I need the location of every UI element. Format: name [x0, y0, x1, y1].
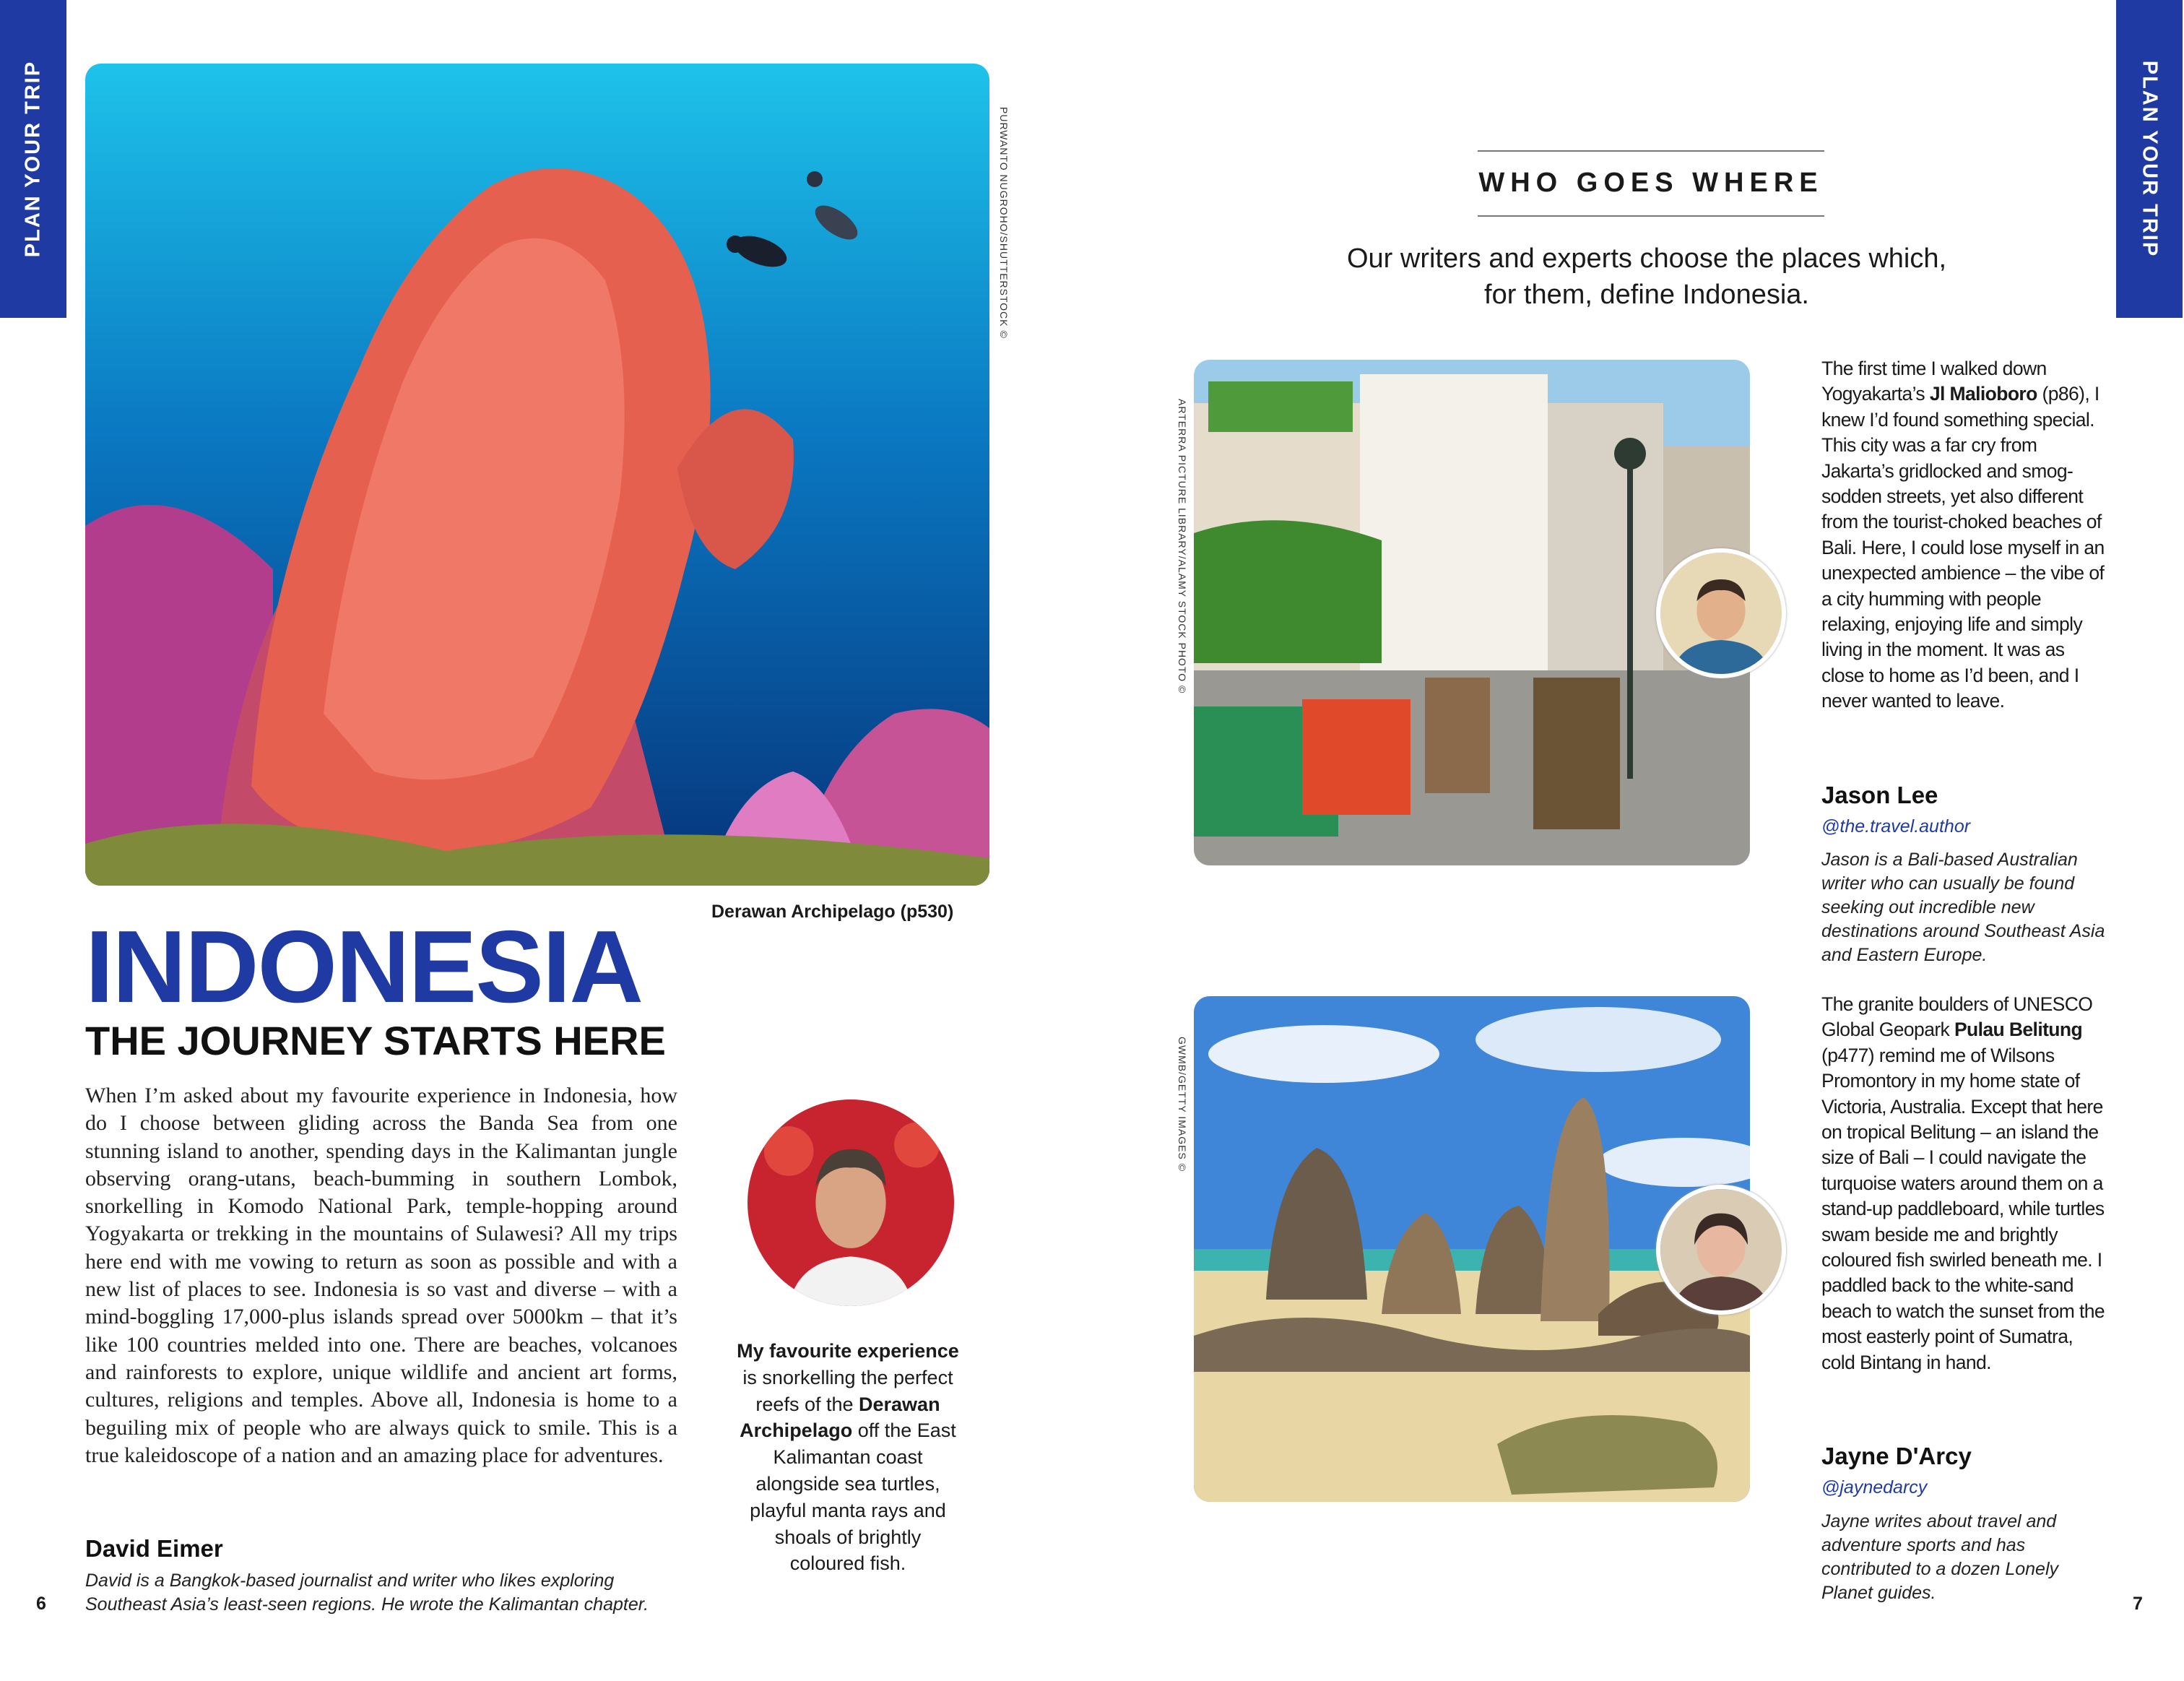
jayne-story [1821, 992, 2110, 1375]
intro-paragraph: When I’m asked about my favourite experience in Indonesia, how do I choose between gliding across the Banda Sea from one stunning island to another, spending days in the Kalimantan jungle observing orang-utans, beach-bumming in southern Lombok, snorkelling in Komodo National Park, temple-hopping around Yogyakarta or trekking in the mountains of Sulawesi? All my trips here end with me vowing to return as soon as possible and with a new list of places to see. Indonesia is so vast and diverse – with a mind-boggling 17,000-plus islands spread over 5000km – that it’s like 100 countries melded into one. There are beaches, volcanoes and rainforests to explore, unique wildlife and ancient art forms, cultures, religions and temples. Above all, Indonesia is home to a beguiling mix of people who are always quick to smile. This is a true kaleidoscope of a nation and an amazing place for adventures. [85, 1084, 677, 1467]
page-subtitle: THE JOURNEY STARTS HERE [85, 1018, 666, 1063]
who-goes-where-subheading [1264, 241, 2029, 313]
favourite-experience [735, 1338, 961, 1577]
author-handle-jayne[interactable]: @jaynedarcy [1821, 1477, 1928, 1498]
beach-photo-credit: GWMB/GETTY IMAGES © [1176, 1037, 1188, 1172]
hero-caption: Derawan Archipelago (p530) [711, 902, 954, 922]
jason-story-text-2: (p86), I knew I’d found something special. This city was a far cry from Jakarta’s gridlocked and smog-sodden streets, yet also different from the tourist-choked beaches of Bali. Here, I could lose myself in an unexpected ambience – the vibe of a city humming with people relaxing, enjoying life and simply living in the moment. It was as close to home as I’d been, and I never wanted to leave. [1821, 383, 2105, 712]
plan-your-trip-tab-left [0, 0, 66, 318]
author-bio-jason: Jason is a Bali-based Australian writer who can usually be found seeking out incredible new destinations around Southeast Asia and Eastern Europe. [1821, 850, 2105, 965]
page-title: INDONESIA [85, 909, 642, 1024]
subheading-line-1: Our writers and experts choose the places which, [1346, 243, 1947, 274]
plan-your-trip-tab-right [2116, 0, 2183, 318]
hero-photo-credit: PURWANTO NUGROHO/SHUTTERSTOCK © [998, 107, 1010, 339]
author-name-jason: Jason Lee [1821, 782, 1938, 808]
jason-story [1821, 356, 2110, 714]
author-portrait-jason [1656, 548, 1786, 678]
author-portrait-jayne [1656, 1185, 1786, 1315]
tab-label-left: PLAN YOUR TRIP [21, 60, 45, 258]
jayne-story-text-2: (p477) remind me of Wilsons Promontory in my home state of Victoria, Australia. Except that here on tropical Belitung – an island the size of Bali – I could navigate the turquoise waters around them on a stand-up paddleboard, while turtles swam beside me and brightly coloured fish swirled beneath me. I paddled back to the white-sand beach to watch the sunset from the most easterly point of Sumatra, cold Bintang in hand. [1821, 1044, 2105, 1373]
favourite-place: Derawan Archipelago [740, 1393, 940, 1442]
heading-rule-top [1478, 150, 1824, 152]
jayne-story-text-1: The granite boulders of UNESCO Global Geopark [1821, 993, 2093, 1041]
author-name-david: David Eimer [85, 1535, 223, 1562]
author-bio-david: David is a Bangkok-based journalist and writer who likes exploring Southeast Asia’s least-seen regions. He wrote the Kalimantan chapter. [85, 1570, 649, 1615]
hero-photo-reef [85, 64, 989, 886]
heading-rule-bottom [1478, 215, 1824, 217]
favourite-lead: My favourite experience [737, 1340, 959, 1362]
favourite-text-1: is snorkelling the perfect reefs of the [742, 1366, 953, 1415]
page-number-left: 6 [36, 1594, 46, 1614]
page-number-right: 7 [2133, 1594, 2143, 1614]
tab-label-right: PLAN YOUR TRIP [2138, 60, 2162, 258]
street-photo-credit: ARTERRA PICTURE LIBRARY/ALAMY STOCK PHOTO © [1176, 399, 1188, 694]
author-handle-jason[interactable]: @the.travel.author [1821, 816, 1971, 837]
jason-story-place: Jl Malioboro [1929, 383, 2037, 405]
subheading-line-2: for them, define Indonesia. [1484, 280, 1809, 310]
author-portrait-david [748, 1099, 954, 1306]
author-bio-jayne: Jayne writes about travel and adventure sports and has contributed to a dozen Lonely Planet guides. [1821, 1511, 2059, 1603]
jason-story-text-1: The first time I walked down Yogyakarta’s [1821, 358, 2047, 405]
author-name-jayne: Jayne D'Arcy [1821, 1443, 1972, 1469]
jayne-story-place: Pulau Belitung [1954, 1019, 2083, 1041]
who-goes-where-heading: WHO GOES WHERE [1478, 168, 1824, 198]
favourite-text-2: off the East Kalimantan coast alongside sea turtles, playful manta rays and shoals of brightly coloured fish. [750, 1419, 956, 1575]
